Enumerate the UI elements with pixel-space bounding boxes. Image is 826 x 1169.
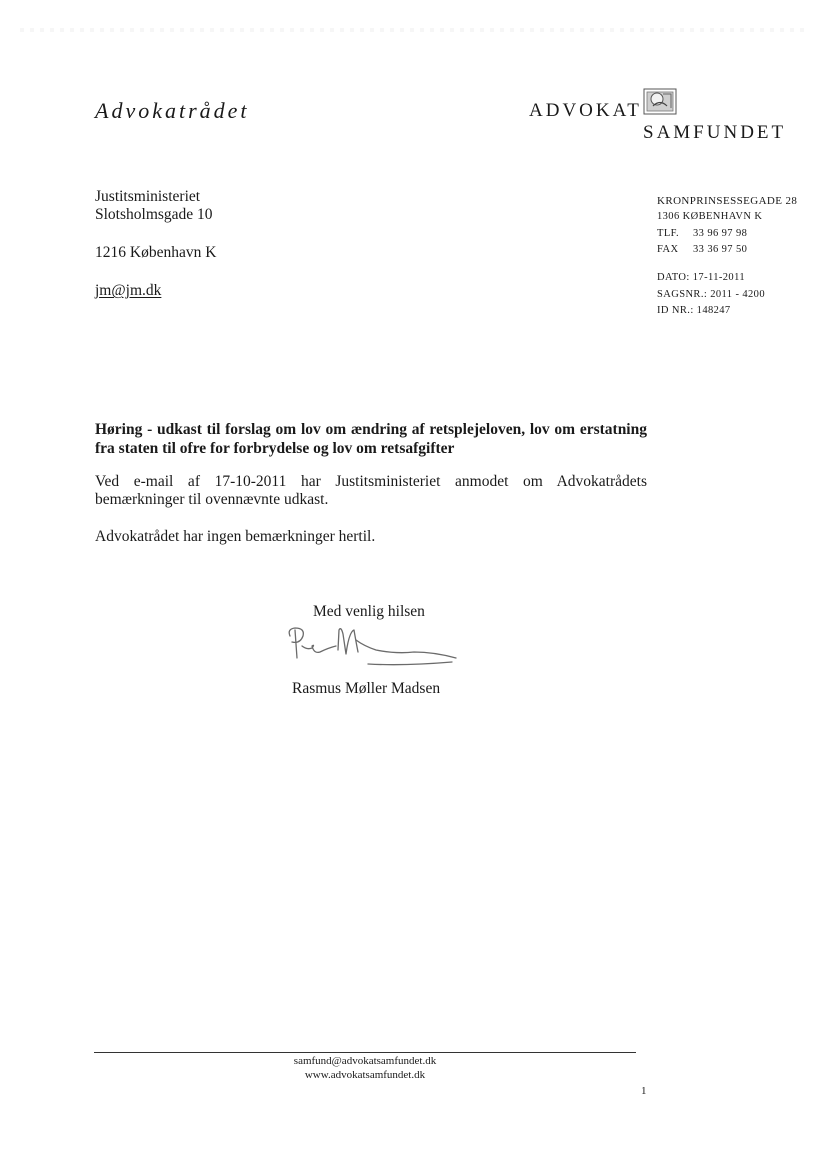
handwritten-signature: [284, 622, 460, 670]
page-number: 1: [641, 1085, 647, 1097]
id-value: 148247: [696, 305, 731, 316]
case-value: 2011 - 4200: [710, 289, 765, 300]
recipient-email-link[interactable]: jm@jm.dk: [95, 282, 162, 299]
body-paragraph-1: Ved e-mail af 17-10-2011 har Justitsministeriet anmodet om Advokatrådets bemærkninger til ovennævnte udkast.: [95, 473, 647, 508]
logo-wordmark-bottom: SAMFUNDET: [643, 122, 787, 143]
sender-street: KRONPRINSESSEGADE 28: [657, 195, 798, 207]
sender-fax: [657, 244, 747, 255]
id-label: ID NR.:: [657, 305, 694, 316]
phone-value: 33 96 97 98: [693, 228, 748, 239]
sender-postal-city: 1306 KØBENHAVN K: [657, 211, 763, 222]
footer-email-link[interactable]: samfund@advokatsamfundet.dk: [293, 1055, 437, 1067]
case-number: [657, 289, 765, 300]
recipient-postal-city: 1216 København K: [95, 244, 217, 261]
letter-subject: Høring - udkast til forslag om lov om ændring af retsplejeloven, lov om erstatning fra staten til ofre for forbrydelse og lov om retsafgifter: [95, 421, 647, 457]
id-number: [657, 305, 731, 316]
body-paragraph-2: Advokatrådet har ingen bemærkninger hertil.: [95, 528, 376, 545]
logo-wordmark-top: ADVOKAT: [529, 100, 642, 121]
fax-label: FAX: [657, 244, 679, 255]
date-label: DATO:: [657, 272, 690, 283]
signer-name: Rasmus Møller Madsen: [292, 680, 441, 697]
fax-value: 33 36 97 50: [693, 244, 748, 255]
footer-website-link[interactable]: www.advokatsamfundet.dk: [304, 1069, 426, 1081]
date-value: 17-11-2011: [692, 272, 745, 283]
advokatsamfundet-seal-icon: [641, 86, 679, 116]
sender-phone: [657, 228, 747, 239]
recipient-street: Slotsholmsgade 10: [95, 206, 213, 223]
case-label: SAGSNR.:: [657, 289, 708, 300]
letter-date: [657, 272, 745, 283]
phone-label: TLF.: [657, 228, 680, 239]
closing-salutation: Med venlig hilsen: [313, 603, 425, 620]
scan-artifact: [20, 28, 810, 32]
recipient-name: Justitsministeriet: [95, 188, 201, 205]
council-name: Advokatrådet: [95, 98, 250, 123]
footer-divider: [94, 1052, 636, 1053]
